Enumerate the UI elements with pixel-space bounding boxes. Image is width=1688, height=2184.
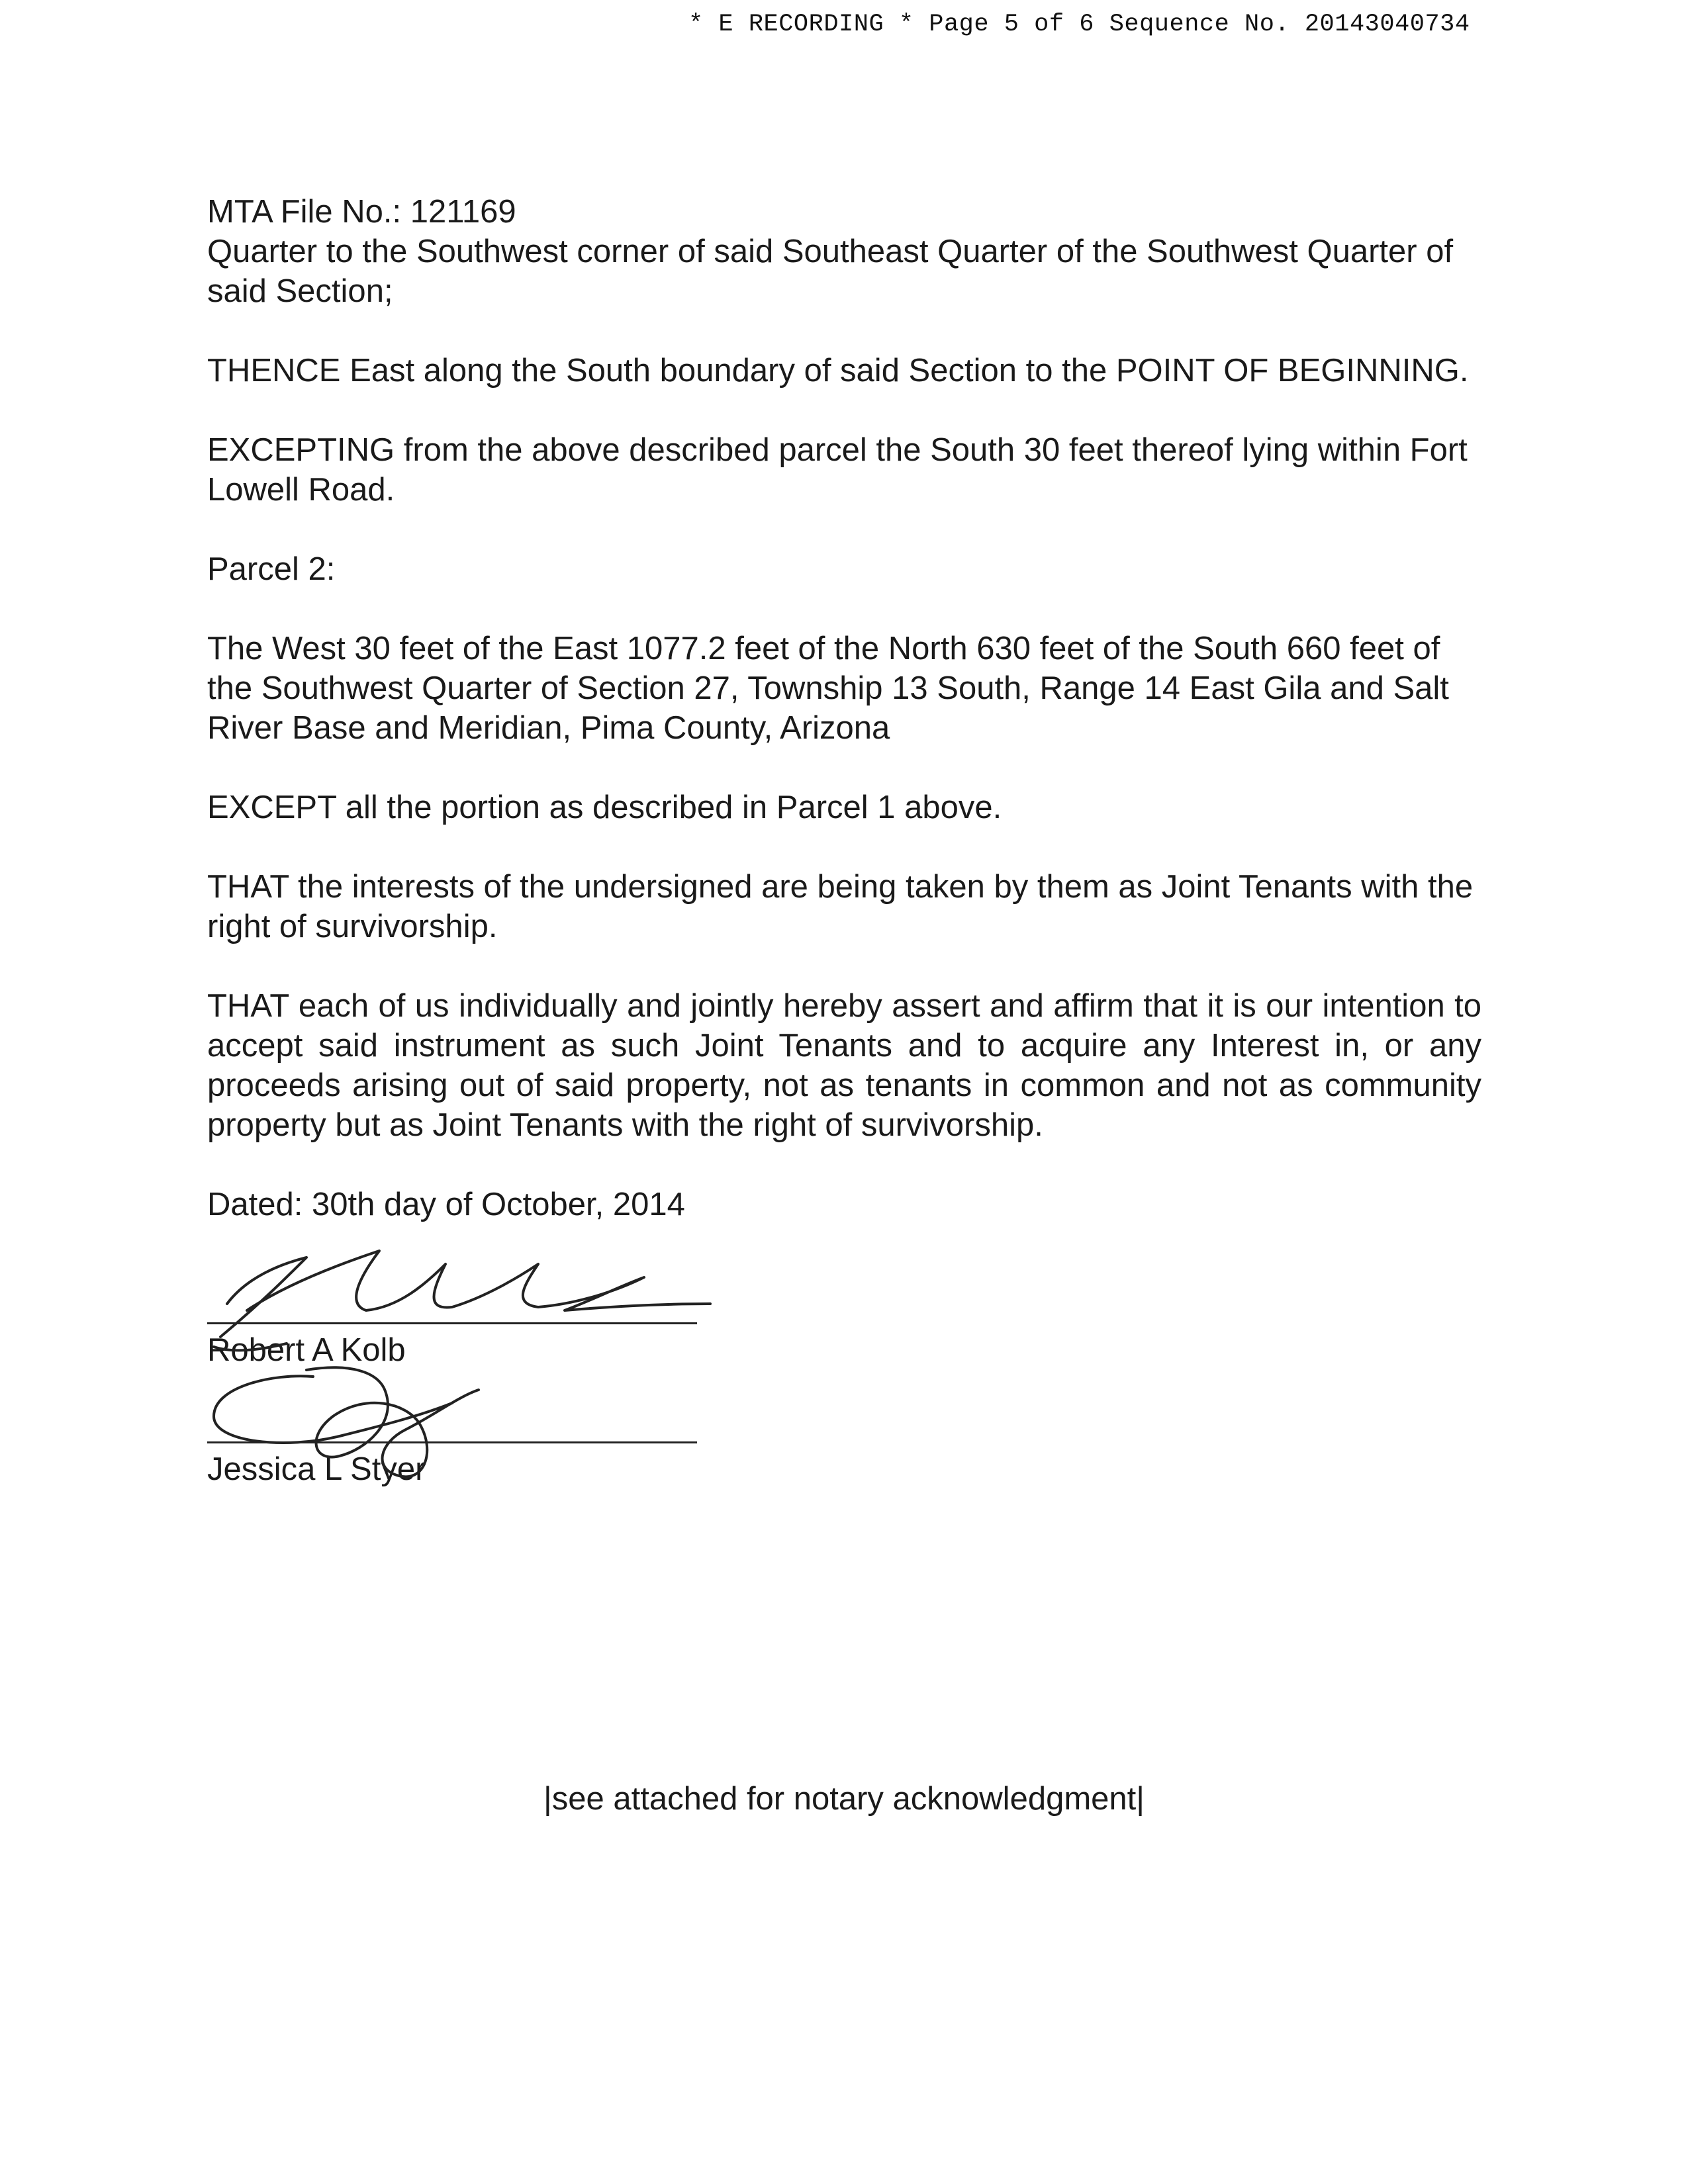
parcel-2-description: The West 30 feet of the East 1077.2 feet of the North 630 feet of the South 660 feet of the Southwest Quarter of Section 27, Township 13 South, Range 14 East Gila and Salt River Base and Meridian, Pima County, Arizona — [207, 631, 1449, 746]
paragraph-affirm: THAT each of us individually and jointly hereby assert and affirm that it is our intention to accept said instrument as such Joint Tenants and to acquire any Interest in, or any proceeds arising out of said property, not as tenants in common and not as community property but as Joint Tenants with the right of survivorship. — [207, 988, 1481, 1143]
signature-robert-kolb — [214, 1251, 710, 1350]
signature-block — [207, 1238, 968, 1516]
signer-name-2: Jessica L Styer — [207, 1451, 426, 1487]
document-body — [207, 192, 1481, 1516]
signature-jessica-styer — [214, 1367, 479, 1477]
signer-name-1: Robert A Kolb — [207, 1332, 406, 1368]
parcel-2-heading: Parcel 2: — [207, 551, 336, 587]
paragraph-continuation: Quarter to the Southwest corner of said Southeast Quarter of the Southwest Quarter of said Section; — [207, 234, 1454, 309]
dated-line: Dated: 30th day of October, 2014 — [207, 1187, 685, 1222]
notary-note: |see attached for notary acknowledgment| — [543, 1781, 1145, 1817]
file-number: MTA File No.: 121169 — [207, 194, 516, 230]
handwritten-signatures — [207, 1238, 968, 1516]
paragraph-except: EXCEPT all the portion as described in Parcel 1 above. — [207, 790, 1002, 825]
paragraph-joint-tenants: THAT the interests of the undersigned are being taken by them as Joint Tenants with the right of survivorship. — [207, 869, 1474, 944]
paragraph-thence: THENCE East along the South boundary of said Section to the POINT OF BEGINNING. — [207, 353, 1469, 388]
paragraph-excepting: EXCEPTING from the above described parcel the South 30 feet thereof lying within Fort Lowell Road. — [207, 432, 1468, 508]
recording-header: * E RECORDING * Page 5 of 6 Sequence No. 20143040734 — [688, 11, 1470, 38]
